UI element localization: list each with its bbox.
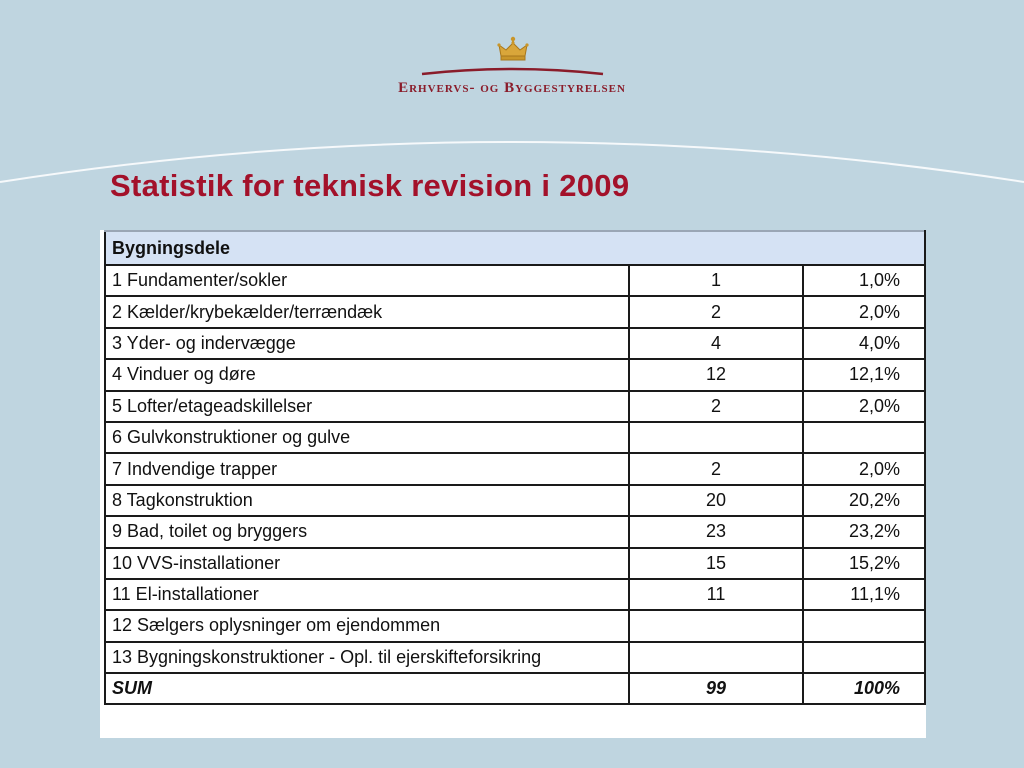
row-count: 4: [629, 328, 803, 359]
sum-percent: 100%: [803, 673, 925, 704]
row-percent: 15,2%: [803, 548, 925, 579]
row-label: 6 Gulvkonstruktioner og gulve: [105, 422, 629, 453]
row-percent: 2,0%: [803, 453, 925, 484]
row-label: 3 Yder- og indervægge: [105, 328, 629, 359]
row-label: 8 Tagkonstruktion: [105, 485, 629, 516]
table-header: Bygningsdele: [105, 231, 925, 265]
row-label: 7 Indvendige trapper: [105, 453, 629, 484]
row-percent: [803, 422, 925, 453]
table-header-row: [105, 231, 925, 265]
sum-label: SUM: [105, 673, 629, 704]
sum-count: 99: [629, 673, 803, 704]
row-count: 1: [629, 265, 803, 296]
row-count: 20: [629, 485, 803, 516]
row-percent: 12,1%: [803, 359, 925, 390]
row-percent: 4,0%: [803, 328, 925, 359]
row-percent: 20,2%: [803, 485, 925, 516]
row-label: 2 Kælder/krybekælder/terrændæk: [105, 296, 629, 327]
row-count: [629, 422, 803, 453]
row-percent: [803, 610, 925, 641]
row-count: 23: [629, 516, 803, 547]
row-label: 11 El-installationer: [105, 579, 629, 610]
slide-title: Statistik for teknisk revision i 2009: [110, 168, 630, 203]
row-label: 13 Bygningskonstruktioner - Opl. til ejerskifteforsikring: [105, 642, 629, 673]
table-row: [105, 610, 925, 641]
row-count: [629, 610, 803, 641]
statistics-table: [104, 230, 926, 705]
row-label: 4 Vinduer og døre: [105, 359, 629, 390]
agency-logo: [0, 30, 1024, 100]
row-count: 2: [629, 391, 803, 422]
statistics-table-image: [100, 230, 926, 738]
row-percent: 2,0%: [803, 296, 925, 327]
table-row: [105, 328, 925, 359]
row-count: 11: [629, 579, 803, 610]
crown-icon: [497, 36, 529, 64]
table-row: [105, 642, 925, 673]
table-row: [105, 579, 925, 610]
row-count: 2: [629, 453, 803, 484]
row-percent: 1,0%: [803, 265, 925, 296]
row-label: 12 Sælgers oplysninger om ejendommen: [105, 610, 629, 641]
row-label: 10 VVS-installationer: [105, 548, 629, 579]
row-count: 12: [629, 359, 803, 390]
table-row: [105, 359, 925, 390]
row-percent: 23,2%: [803, 516, 925, 547]
table-row: [105, 453, 925, 484]
table-row: [105, 265, 925, 296]
table-row: [105, 516, 925, 547]
row-label: 1 Fundamenter/sokler: [105, 265, 629, 296]
table-row: [105, 422, 925, 453]
row-percent: 2,0%: [803, 391, 925, 422]
row-count: 15: [629, 548, 803, 579]
sum-row: [105, 673, 925, 704]
table-row: [105, 485, 925, 516]
table-row: [105, 296, 925, 327]
table-row: [105, 391, 925, 422]
row-percent: [803, 642, 925, 673]
row-label: 9 Bad, toilet og bryggers: [105, 516, 629, 547]
row-percent: 11,1%: [803, 579, 925, 610]
row-count: [629, 642, 803, 673]
agency-name: Erhvervs- og Byggestyrelsen: [398, 80, 626, 96]
table-row: [105, 548, 925, 579]
row-label: 5 Lofter/etageadskillelser: [105, 391, 629, 422]
row-count: 2: [629, 296, 803, 327]
